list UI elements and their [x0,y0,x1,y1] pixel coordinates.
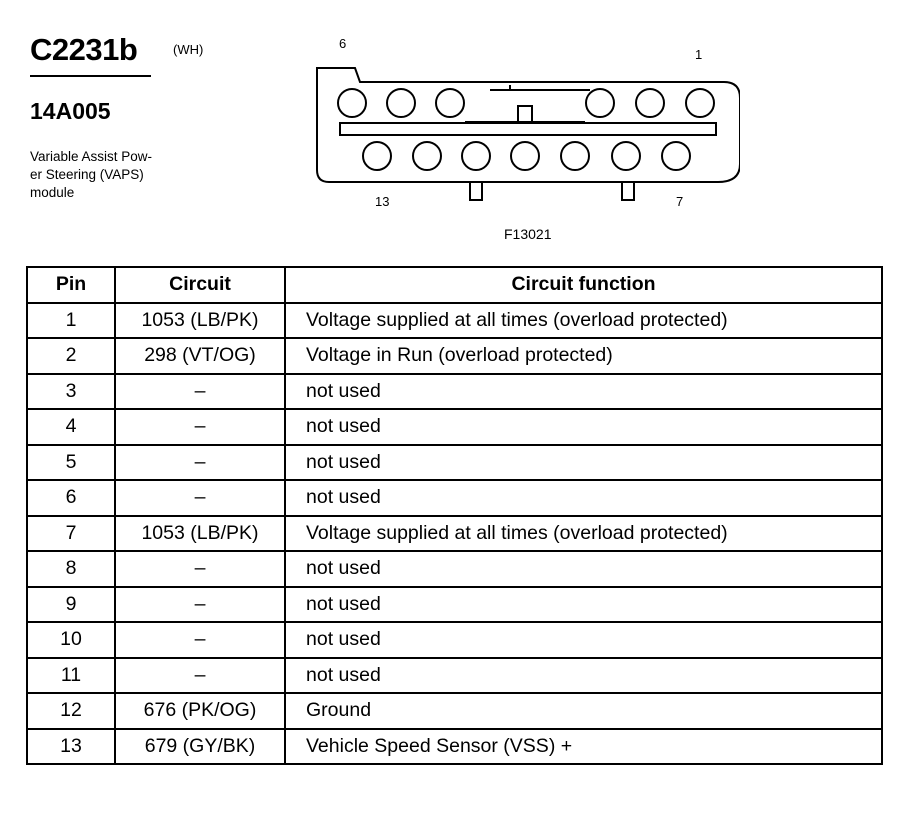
cavity-5 [387,89,415,117]
pin-cell: 11 [27,658,115,694]
cavity-1 [686,89,714,117]
circuit-cell: – [115,622,285,658]
function-cell: Voltage in Run (overload protected) [285,338,882,374]
component-description: Variable Assist Pow- er Steering (VAPS) module [30,149,153,200]
pin-cell: 13 [27,729,115,765]
pin-cell: 5 [27,445,115,481]
connector-latch [518,106,532,122]
function-cell: Voltage supplied at all times (overload protected) [285,303,882,339]
pin-cell: 2 [27,338,115,374]
table-row [27,587,882,623]
table-row [27,338,882,374]
cavity-8 [612,142,640,170]
cavity-3 [586,89,614,117]
pin-cell: 1 [27,303,115,339]
pin-label-13: 13 [375,194,390,209]
connector-id: C2231b [30,32,138,67]
pin-label-7: 7 [676,194,684,209]
connector-id-underline [30,75,151,77]
table-row [27,729,882,765]
cavity-9 [561,142,589,170]
pin-cell: 6 [27,480,115,516]
table-row [27,693,882,729]
connector-bottom-key-left [470,182,482,200]
cavity-10 [511,142,539,170]
header-circuit-function: Circuit function [285,267,882,303]
cavity-12 [413,142,441,170]
cavity-11 [462,142,490,170]
circuit-cell: 1053 (LB/PK) [115,516,285,552]
function-cell: not used [285,445,882,481]
cavity-13 [363,142,391,170]
pin-cell: 3 [27,374,115,410]
function-cell: Vehicle Speed Sensor (VSS) + [285,729,882,765]
circuit-cell: 679 (GY/BK) [115,729,285,765]
figure-id: F13021 [504,226,552,242]
circuit-cell: – [115,587,285,623]
table-row [27,658,882,694]
circuit-cell: – [115,445,285,481]
function-cell: Ground [285,693,882,729]
pin-label-1: 1 [695,47,703,62]
table-row [27,551,882,587]
connector-top-key [490,85,590,90]
pin-cell: 7 [27,516,115,552]
circuit-cell: 676 (PK/OG) [115,693,285,729]
pin-label-6: 6 [339,36,347,51]
header-pin: Pin [27,267,115,303]
circuit-cell: – [115,658,285,694]
table-row [27,622,882,658]
cavity-4 [436,89,464,117]
circuit-cell: – [115,551,285,587]
function-cell: not used [285,658,882,694]
circuit-cell: – [115,374,285,410]
function-cell: not used [285,551,882,587]
pin-cell: 12 [27,693,115,729]
table-row [27,303,882,339]
table-row [27,516,882,552]
connector-slot-bar [340,123,716,135]
circuit-cell: – [115,409,285,445]
function-cell: not used [285,409,882,445]
function-cell: not used [285,374,882,410]
header-circuit: Circuit [115,267,285,303]
cavity-7 [662,142,690,170]
pin-cell: 9 [27,587,115,623]
connector-face-diagram [300,30,740,220]
pin-cell: 8 [27,551,115,587]
table-row [27,480,882,516]
pin-cell: 4 [27,409,115,445]
table-row [27,445,882,481]
function-cell: Voltage supplied at all times (overload protected) [285,516,882,552]
function-cell: not used [285,480,882,516]
table-header-row [27,267,882,303]
pin-cell: 10 [27,622,115,658]
circuit-cell: – [115,480,285,516]
cavity-2 [636,89,664,117]
table-row [27,409,882,445]
function-cell: not used [285,622,882,658]
table-row [27,374,882,410]
cavity-6 [338,89,366,117]
connector-housing-outline [317,68,740,182]
part-number: 14A005 [30,98,111,124]
connector-bottom-key-right [622,182,634,200]
pinout-table [26,266,883,765]
circuit-cell: 1053 (LB/PK) [115,303,285,339]
connector-color: (WH) [173,42,204,57]
circuit-cell: 298 (VT/OG) [115,338,285,374]
function-cell: not used [285,587,882,623]
